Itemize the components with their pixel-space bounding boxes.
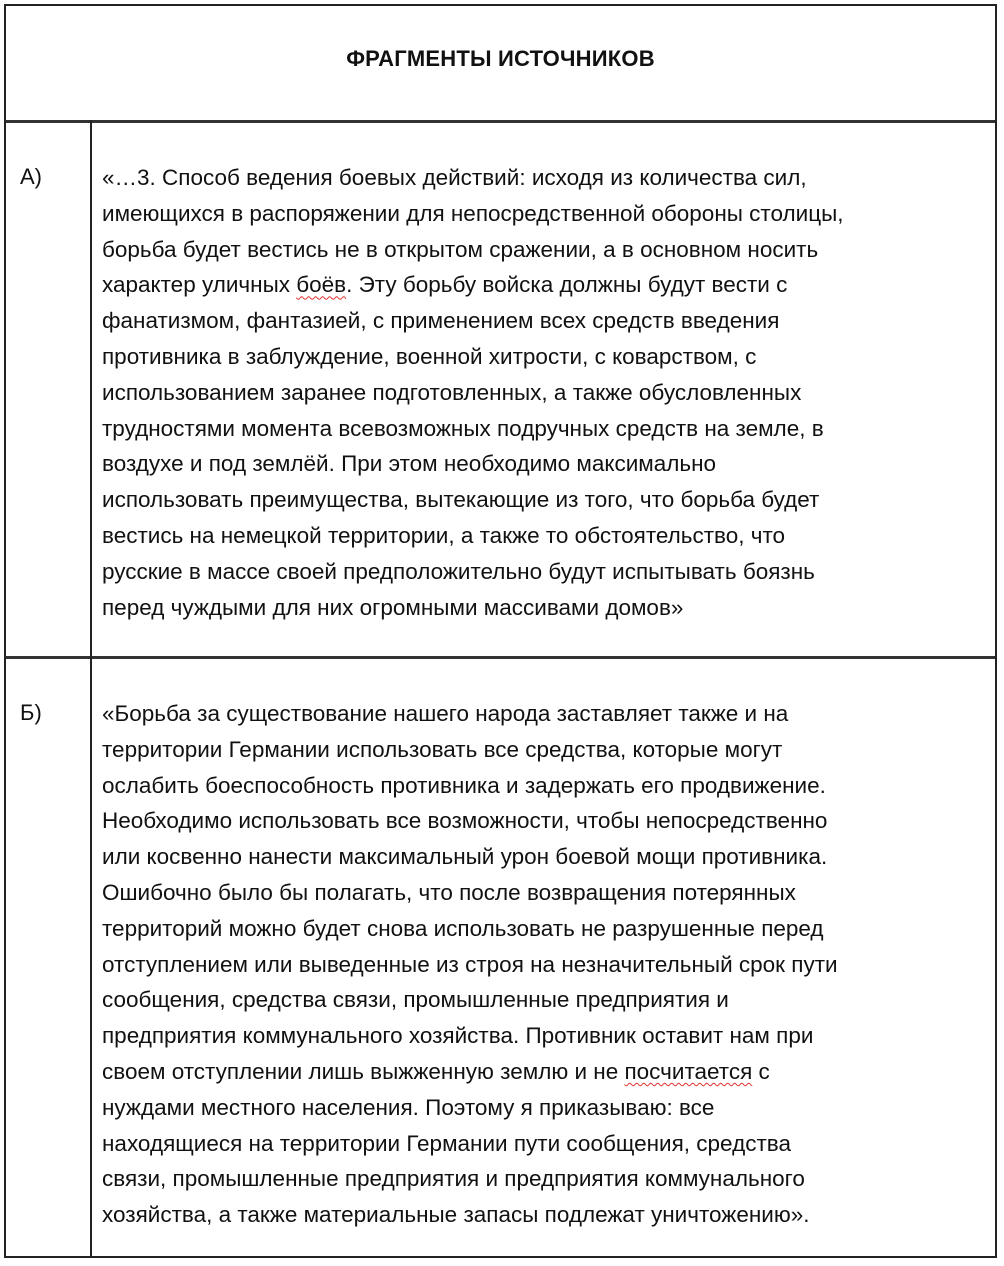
fragment-row-a <box>6 120 995 659</box>
text-line: ослабить боеспособность противника и задержать его продвижение. <box>102 772 826 798</box>
fragment-row-b <box>6 656 995 1256</box>
text-line: фанатизмом, фантазией, с применением всех средств введения <box>102 308 780 334</box>
column-divider <box>90 656 92 1256</box>
text-line <box>102 1054 985 1090</box>
fragment-label: Б) <box>20 700 42 725</box>
text-line <box>102 267 985 303</box>
table-title: ФРАГМЕНТЫ ИСТОЧНИКОВ <box>346 46 655 71</box>
text-line: вестись на немецкой территории, а также то обстоятельство, что <box>102 522 786 548</box>
fragment-text <box>102 160 985 625</box>
text-line: хозяйства, а также материальные запасы подлежат уничтожению». <box>102 1202 810 1228</box>
text-line: противника в заблуждение, военной хитрости, с коварством, с <box>102 343 757 369</box>
text-line: «…3. Способ ведения боевых действий: исходя из количества сил, <box>102 165 807 190</box>
text-line: использованием заранее подготовленных, а также обусловленных <box>102 379 802 405</box>
fragment-label: А) <box>20 164 42 189</box>
fragment-text <box>102 696 985 1233</box>
text-line: предприятия коммунального хозяйства. Противник оставит нам при <box>102 1023 814 1049</box>
spellcheck-word[interactable]: посчитается <box>624 1058 753 1084</box>
text-line: русские в массе своей предположительно будут испытывать боязнь <box>102 558 815 584</box>
spellcheck-word[interactable]: боёв <box>296 272 347 298</box>
text-line: борьба будет вестись не в открытом сражении, а в основном носить <box>102 236 819 262</box>
text-segment: своем отступлении лишь выжженную землю и не <box>102 1058 625 1084</box>
text-line: имеющихся в распоряжении для непосредственной обороны столицы, <box>102 200 844 226</box>
text-segment: характер уличных <box>102 272 297 298</box>
text-line: трудностями момента всевозможных подручных средств на земле, в <box>102 415 824 441</box>
text-line: связи, промышленные предприятия и предприятия коммунального <box>102 1166 805 1192</box>
text-line: использовать преимущества, вытекающие из того, что борьба будет <box>102 487 820 513</box>
text-line: находящиеся на территории Германии пути сообщения, средства <box>102 1130 791 1156</box>
text-line: территории Германии использовать все средства, которые могут <box>102 736 783 762</box>
text-line: перед чуждыми для них огромными массивами домов» <box>102 594 684 620</box>
text-line: отступлением или выведенные из строя на незначительный срок пути <box>102 951 838 977</box>
text-line: Ошибочно было бы полагать, что после возвращения потерянных <box>102 879 796 905</box>
text-line: сообщения, средства связи, промышленные предприятия и <box>102 987 729 1013</box>
text-line: «Борьба за существование нашего народа заставляет также и на <box>102 701 789 726</box>
text-line: воздухе и под землёй. При этом необходимо максимально <box>102 451 717 477</box>
text-line: или косвенно нанести максимальный урон боевой мощи противника. <box>102 844 828 870</box>
text-segment: . Эту борьбу войска должны будут вести с <box>346 272 788 298</box>
column-divider <box>90 120 92 656</box>
text-line: Необходимо использовать все возможности, чтобы непосредственно <box>102 808 828 834</box>
table-header <box>6 6 995 123</box>
text-line: территорий можно будет снова использовать не разрушенные перед <box>102 915 824 941</box>
text-segment: с <box>752 1058 770 1084</box>
text-line: нуждами местного населения. Поэтому я приказываю: все <box>102 1094 715 1120</box>
sources-table <box>4 4 997 1258</box>
